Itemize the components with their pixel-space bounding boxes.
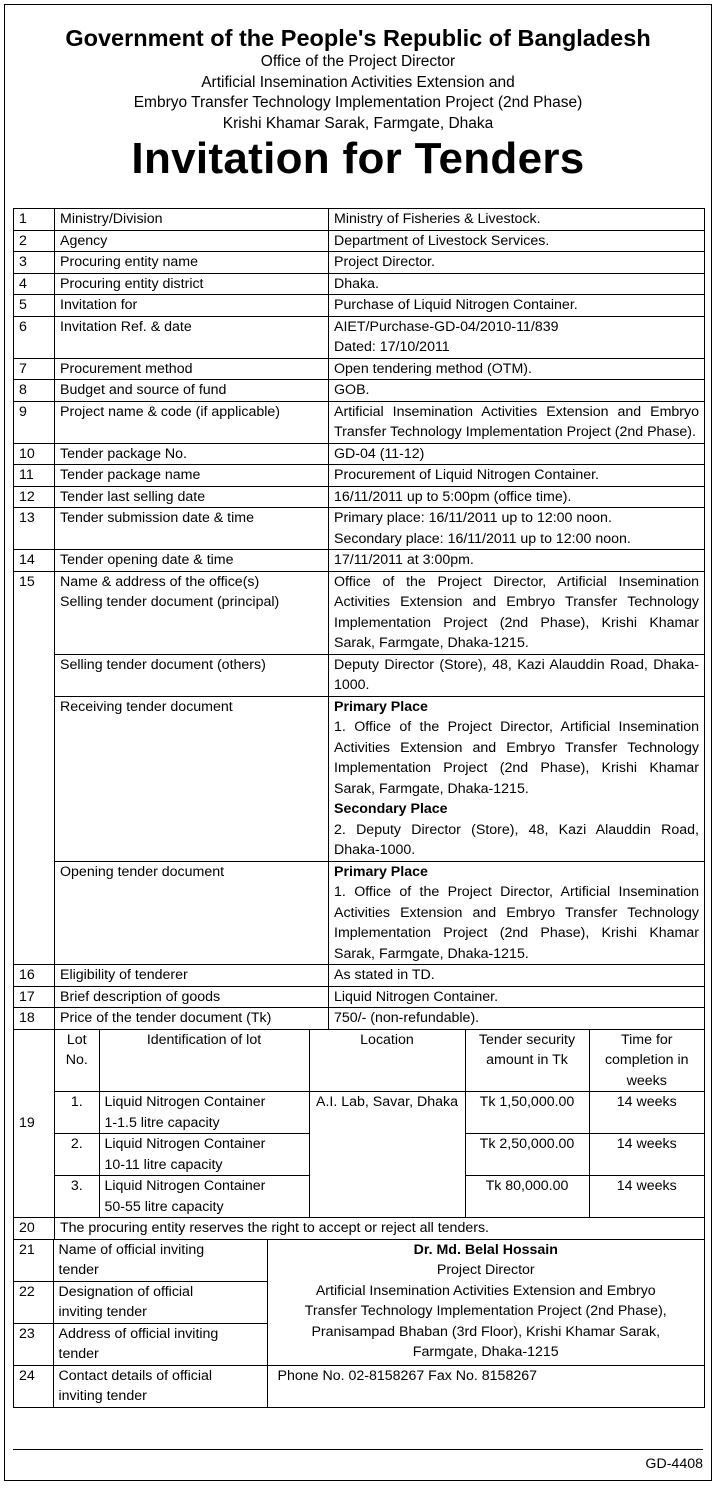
table-row — [14, 696, 705, 861]
government-heading: Government of the People's Republic of Bangladesh — [65, 25, 651, 51]
official-address-2: Farmgate, Dhaka-1215 — [412, 1344, 559, 1360]
lot-security: Tk 80,000.00 — [465, 1176, 589, 1218]
table-row — [14, 443, 705, 465]
label-line: Designation of official — [58, 1283, 194, 1300]
table-row — [14, 209, 705, 231]
lot-item-capacity: 1-1.5 litre capacity — [104, 1114, 220, 1131]
row-label: Procuring entity district — [55, 273, 329, 295]
row-number: 11 — [14, 465, 55, 487]
table-row — [14, 273, 705, 295]
row-label: Procuring entity name — [55, 252, 329, 274]
row-label: Tender submission date & time — [55, 508, 329, 550]
tender-table — [13, 208, 705, 1408]
row-value: 17/11/2011 at 3:00pm. — [329, 550, 705, 572]
lot-time: 14 weeks — [589, 1134, 704, 1176]
time-header: Time for completion in weeks — [589, 1030, 704, 1092]
invitation-date: Dated: 17/10/2011 — [334, 339, 450, 355]
identification-header: Identification of lot — [99, 1030, 309, 1092]
table-row — [14, 252, 705, 274]
table-row — [14, 965, 705, 987]
table-row — [14, 654, 705, 696]
official-label — [53, 1240, 267, 1282]
table-row — [14, 571, 705, 654]
row-value: Open tendering method (OTM). — [329, 358, 705, 380]
row-number: 6 — [14, 316, 55, 358]
primary-submission: Primary place: 16/11/2011 up to 12:00 noon. — [334, 510, 612, 526]
label-line: Contact details of official — [58, 1367, 213, 1384]
row-value: GD-04 (11-12) — [329, 443, 705, 465]
row-number: 10 — [14, 443, 55, 465]
lot-time: 14 weeks — [589, 1176, 704, 1218]
selling-principal-label: Selling tender document (principal) — [60, 594, 280, 610]
lot-item-name: Liquid Nitrogen Container — [104, 1136, 266, 1152]
receiving-secondary-address: 2. Deputy Director (Store), 48, Kazi Alauddin Road, Dhaka-1000. — [334, 821, 699, 858]
tender-notice-page — [4, 4, 712, 1481]
row-value: 750/- (non-refundable). — [329, 1008, 705, 1030]
row-number: 14 — [14, 550, 55, 572]
lot-header-row — [55, 1030, 704, 1092]
lot-table — [55, 1030, 704, 1218]
receiving-label: Receiving tender document — [55, 696, 329, 861]
row-number: 12 — [14, 486, 55, 508]
official-label — [53, 1281, 267, 1323]
table-row — [14, 380, 705, 402]
table-row — [14, 358, 705, 380]
row-value: 16/11/2011 up to 5:00pm (office time). — [329, 486, 705, 508]
lot-table-cell — [55, 1029, 705, 1218]
row-label: Agency — [55, 230, 329, 252]
official-section — [14, 1239, 705, 1407]
lot-time: 14 weeks — [589, 1092, 704, 1134]
invitation-ref: AIET/Purchase-GD-04/2010-11/839 — [334, 318, 559, 335]
reservation-statement: The procuring entity reserves the right to accept or reject all tenders. — [55, 1218, 705, 1240]
official-project-2: Transfer Technology Implementation Project (2nd Phase), — [304, 1303, 667, 1319]
table-row — [14, 1239, 705, 1407]
official-label — [53, 1323, 267, 1365]
project-line-1: Artificial Insemination Activities Extension and — [201, 73, 515, 91]
selling-others-value: Deputy Director (Store), 48, Kazi Alauddin Road, Dhaka-1000. — [329, 654, 705, 696]
row-label: Tender last selling date — [55, 486, 329, 508]
row-number: 16 — [14, 965, 55, 987]
official-row — [14, 1365, 704, 1407]
row-number: 7 — [14, 358, 55, 380]
opening-value — [329, 861, 705, 965]
row-number: 21 — [14, 1240, 53, 1282]
notice-header — [5, 5, 711, 182]
row-value — [329, 508, 705, 550]
row-number: 15 — [14, 571, 55, 965]
lot-number: 1. — [55, 1092, 99, 1134]
row-number: 8 — [14, 380, 55, 402]
lot-item-name: Liquid Nitrogen Container — [104, 1094, 266, 1110]
official-address-1: Pranisampad Bhaban (3rd Floor), Krishi Khamar Sarak, — [311, 1323, 661, 1340]
row-value: Project Director. — [329, 252, 705, 274]
official-name: Dr. Md. Belal Hossain — [413, 1241, 558, 1258]
official-designation: Project Director — [436, 1262, 535, 1278]
official-project-1: Artificial Insemination Activities Extension and Embryo — [315, 1282, 656, 1299]
table-row — [14, 230, 705, 252]
row-number: 20 — [14, 1218, 55, 1240]
primary-place-heading: Primary Place — [334, 698, 428, 715]
table-row — [14, 550, 705, 572]
row-label: Tender package No. — [55, 443, 329, 465]
row-number: 24 — [14, 1365, 53, 1407]
lot-identification — [99, 1134, 309, 1176]
lot-row — [55, 1092, 704, 1134]
receiving-primary-address: 1. Office of the Project Director, Artificial Insemination Activities Extension and Embryo Transfer Technology Implementation Project (2nd Phase), Krishi Khamar Sarak, Farmgate, Dhaka-1215. — [334, 719, 699, 797]
lot-number: 2. — [55, 1134, 99, 1176]
row-number: 23 — [14, 1323, 53, 1365]
notice-title: Invitation for Tenders — [131, 134, 585, 183]
official-table — [14, 1240, 704, 1407]
opening-primary-address: 1. Office of the Project Director, Artificial Insemination Activities Extension and Embryo Transfer Technology Implementation Project (2nd Phase), Krishi Khamar Sarak, Farmgate, Dhaka-1215. — [334, 884, 699, 962]
official-details — [267, 1240, 704, 1366]
lot-identification — [99, 1176, 309, 1218]
label-line: inviting tender — [58, 1388, 147, 1404]
selling-others-label: Selling tender document (others) — [55, 654, 329, 696]
opening-primary-heading: Primary Place — [334, 863, 428, 880]
secondary-place-heading: Secondary Place — [334, 801, 448, 817]
row-label: Price of the tender document (Tk) — [55, 1008, 329, 1030]
lot-number: 3. — [55, 1176, 99, 1218]
selling-principal-value: Office of the Project Director, Artificial Insemination Activities Extension and Embryo Transfer Technology Implementation Project (2nd Phase), Krishi Khamar Sarak, Farmgate, Dhaka-1215. — [329, 571, 705, 654]
lot-no-header: Lot No. — [55, 1030, 99, 1092]
office-line: Office of the Project Director — [260, 53, 456, 70]
row-number: 22 — [14, 1281, 53, 1323]
secondary-submission: Secondary place: 16/11/2011 up to 12:00 noon. — [334, 530, 631, 547]
table-row — [14, 861, 705, 965]
row-label: Ministry/Division — [55, 209, 329, 231]
row-label: Invitation for — [55, 295, 329, 317]
location-header: Location — [309, 1030, 465, 1092]
row-value: Purchase of Liquid Nitrogen Container. — [329, 295, 705, 317]
project-line-2: Embryo Transfer Technology Implementation Project (2nd Phase) — [133, 94, 583, 111]
row-number: 1 — [14, 209, 55, 231]
official-contact: Phone No. 02-8158267 Fax No. 8158267 — [267, 1365, 704, 1407]
table-row — [14, 1008, 705, 1030]
row-number: 13 — [14, 508, 55, 550]
row-label: Procurement method — [55, 358, 329, 380]
lot-identification — [99, 1092, 309, 1134]
official-label — [53, 1365, 267, 1407]
row-value: Procurement of Liquid Nitrogen Container. — [329, 465, 705, 487]
row-label: Brief description of goods — [55, 986, 329, 1008]
lot-location: A.I. Lab, Savar, Dhaka — [309, 1092, 465, 1218]
footer-code: GD-4408 — [645, 1456, 703, 1472]
table-row — [14, 986, 705, 1008]
row-number: 19 — [14, 1029, 55, 1218]
row-number: 9 — [14, 401, 55, 443]
row-number: 17 — [14, 986, 55, 1008]
row-label: Budget and source of fund — [55, 380, 329, 402]
label-line: Address of official inviting — [58, 1325, 219, 1342]
security-header: Tender security amount in Tk — [465, 1030, 589, 1092]
receiving-value — [329, 696, 705, 861]
table-row — [14, 316, 705, 358]
row-label: Invitation Ref. & date — [55, 316, 329, 358]
label-line: inviting tender — [58, 1304, 147, 1320]
row-number: 4 — [14, 273, 55, 295]
row-label: Tender package name — [55, 465, 329, 487]
row-label: Tender opening date & time — [55, 550, 329, 572]
label-line: tender — [58, 1262, 99, 1278]
row-value: Liquid Nitrogen Container. — [329, 986, 705, 1008]
table-row — [14, 401, 705, 443]
row-value — [329, 316, 705, 358]
lot-security: Tk 2,50,000.00 — [465, 1134, 589, 1176]
row-value: GOB. — [329, 380, 705, 402]
row-number: 5 — [14, 295, 55, 317]
label-line: tender — [58, 1346, 99, 1362]
table-row — [14, 295, 705, 317]
opening-label: Opening tender document — [55, 861, 329, 965]
row-label: Eligibility of tenderer — [55, 965, 329, 987]
official-row — [14, 1240, 704, 1282]
row-number: 2 — [14, 230, 55, 252]
row-number: 18 — [14, 1008, 55, 1030]
row-value: Ministry of Fisheries & Livestock. — [329, 209, 705, 231]
table-row — [14, 1029, 705, 1218]
lot-item-capacity: 50-55 litre capacity — [104, 1198, 224, 1215]
lot-item-name: Liquid Nitrogen Container — [104, 1178, 266, 1194]
lot-security: Tk 1,50,000.00 — [465, 1092, 589, 1134]
table-row — [14, 465, 705, 487]
office-address-label: Name & address of the office(s) — [60, 573, 260, 590]
row-value: Artificial Insemination Activities Extension and Embryo Transfer Technology Implementation Project (2nd Phase). — [329, 401, 705, 443]
table-row — [14, 1218, 705, 1240]
row-value: As stated in TD. — [329, 965, 705, 987]
footer-divider — [13, 1449, 703, 1450]
label-line: Name of official inviting — [58, 1241, 205, 1258]
row-label: Project name & code (if applicable) — [55, 401, 329, 443]
table-row — [14, 508, 705, 550]
row-label — [55, 571, 329, 654]
row-value: Department of Livestock Services. — [329, 230, 705, 252]
row-number: 3 — [14, 252, 55, 274]
table-row — [14, 486, 705, 508]
row-value: Dhaka. — [329, 273, 705, 295]
address-line: Krishi Khamar Sarak, Farmgate, Dhaka — [222, 114, 494, 132]
lot-item-capacity: 10-11 litre capacity — [104, 1156, 223, 1173]
